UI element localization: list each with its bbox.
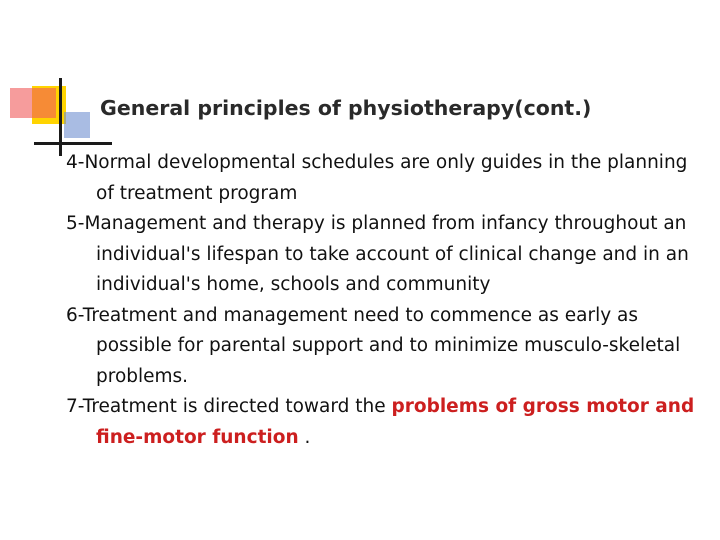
horizontal-line-decoration <box>34 142 112 145</box>
blue-square-decoration <box>64 112 90 138</box>
bullet-point-6: 6-Treatment and management need to commence as early as possible for parental support and to minimize musculo-skeletal problems. <box>66 304 681 387</box>
slide-body <box>66 148 706 453</box>
bullet-point-7-prefix: 7-Treatment is directed toward the <box>66 396 392 417</box>
slide-title: General principles of physiotherapy(cont.) <box>100 96 592 120</box>
bullet-point-5: 5-Management and therapy is planned from infancy throughout an individual's lifespan to take account of clinical change and in an individual's home, schools and community <box>66 213 689 295</box>
corner-logo-decoration <box>0 0 120 160</box>
bullet-point-7-highlight: problems of gross motor and fine-motor function <box>96 396 695 448</box>
bullet-point-7 <box>66 392 706 453</box>
bullet-point-4: 4-Normal developmental schedules are only guides in the planning of treatment program <box>66 152 688 204</box>
red-square-decoration <box>10 88 56 118</box>
bullet-point-7-suffix: . <box>298 426 311 448</box>
